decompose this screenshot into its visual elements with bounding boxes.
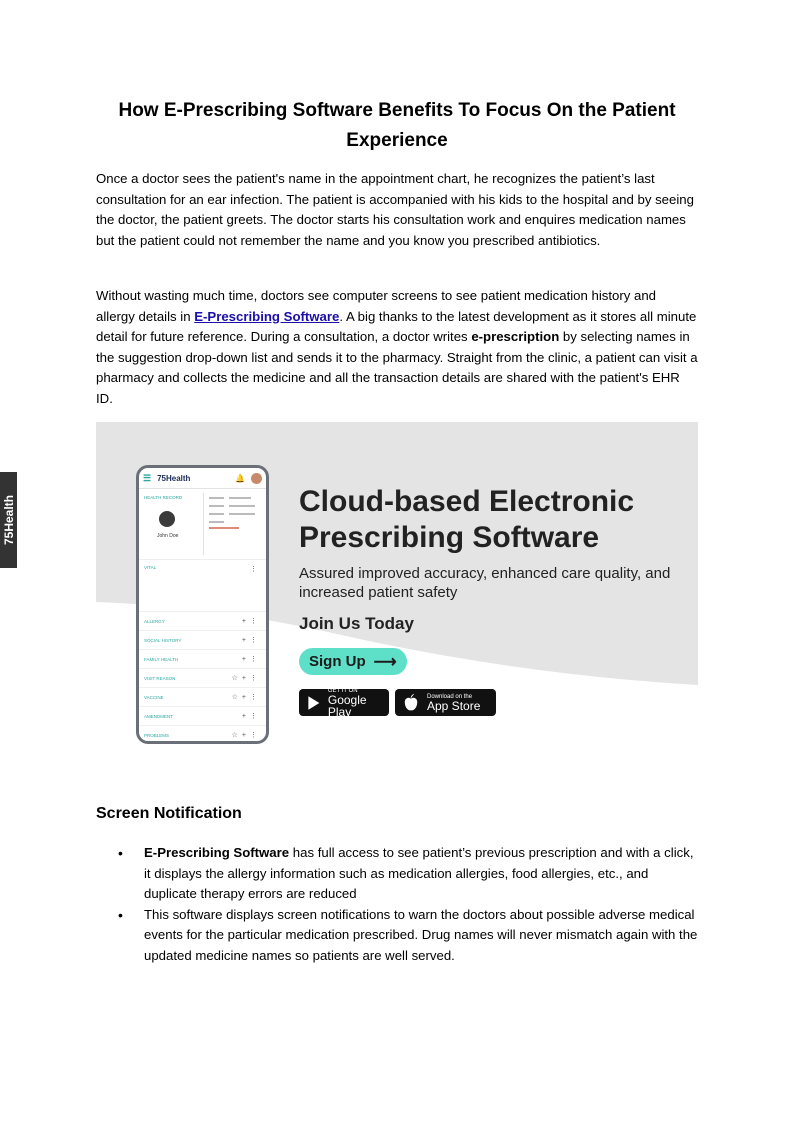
- row-actions: ☆+⋮: [231, 675, 261, 682]
- e-prescribing-software-link[interactable]: E-Prescribing Software: [194, 308, 340, 324]
- phone-row: [139, 612, 266, 631]
- phone-row: [139, 631, 266, 650]
- phone-row: [139, 726, 266, 744]
- phone-row-label: SOCIAL HISTORY: [144, 637, 182, 643]
- phone-row-label: FAMILY HEALTH: [144, 656, 179, 662]
- arrow-right-icon: ⟶: [373, 653, 397, 671]
- record-divider: [203, 493, 204, 555]
- sign-up-label: Sign Up: [309, 653, 366, 670]
- banner-headline: Cloud-based Electronic Prescribing Software: [299, 485, 635, 554]
- phone-row: [139, 688, 266, 707]
- paragraph-text: by selecting names in the suggestion drop-down list and sends it to the pharmacy. Straight from the clinic, a patient can visit a pharmacy and collects the medicine and all the transaction details are shared with the patient's EHR ID.: [96, 329, 698, 406]
- brand-vertical-tag: [0, 472, 17, 568]
- phone-row-label: VISIT REASON: [144, 675, 176, 681]
- phone-row: [139, 560, 266, 612]
- app-store-button[interactable]: [395, 689, 496, 716]
- sign-up-button[interactable]: [299, 648, 407, 675]
- page-title: How E-Prescribing Software Benefits To Focus On the Patient Experience: [118, 100, 676, 151]
- row-actions: ☆+⋮: [231, 694, 261, 701]
- row-actions: +⋮: [241, 618, 261, 625]
- row-actions: ⋮: [250, 566, 261, 573]
- phone-header: [139, 468, 266, 489]
- paragraph-eprescribing: [96, 286, 698, 410]
- google-play-button[interactable]: [299, 687, 389, 719]
- google-play-small: GET IT ON: [327, 687, 358, 694]
- phone-mockup: [136, 465, 269, 744]
- banner-subline: Assured improved accuracy, enhanced care quality, and increased patient safety: [299, 565, 671, 601]
- phone-app-name: 75Health: [157, 473, 191, 483]
- bullet-item: [96, 905, 698, 967]
- bullet-item: [96, 843, 698, 905]
- section-heading: Screen Notification: [96, 805, 242, 822]
- phone-row-label: PROBLEMS: [144, 732, 170, 738]
- bold-term: e-prescription: [471, 329, 560, 345]
- patient-name: John Doe: [157, 533, 179, 539]
- avatar: [251, 473, 262, 484]
- health-record-card: [139, 489, 266, 560]
- brand-vertical-text: 75Health: [1, 494, 16, 546]
- phone-row-label: AMENDMENT: [144, 713, 173, 719]
- phone-row: [139, 650, 266, 669]
- phone-row-label: VITAL: [144, 565, 157, 570]
- row-actions: +⋮: [241, 713, 261, 720]
- phone-row: [139, 707, 266, 726]
- apple-icon: [401, 693, 421, 713]
- google-play-big: Google Play: [327, 692, 367, 719]
- paragraph-text: . A big thanks to the latest development as it stores all minute detail for future reference. During a consultation, a doctor writes: [96, 308, 697, 345]
- app-store-small: Download on the: [427, 693, 473, 700]
- row-actions: +⋮: [241, 656, 261, 663]
- patient-avatar: [159, 511, 175, 527]
- bullet-text: has full access to see patient’s previous prescription and with a click, it displays the allergy information such as medication allergies, food allergies, etc., and duplicate therapy errors are reduced: [144, 845, 694, 902]
- row-actions: +⋮: [241, 637, 261, 644]
- paragraph-text: Without wasting much time, doctors see computer screens to see patient medication history and allergy details in: [96, 288, 657, 324]
- notification-bullet-list: [96, 843, 698, 967]
- phone-row-label: VACCINE: [144, 694, 164, 700]
- bell-icon: 🔔: [235, 473, 245, 483]
- row-actions: ☆+⋮: [231, 732, 261, 739]
- phone-row: [139, 669, 266, 688]
- google-play-icon: [305, 693, 322, 713]
- app-store-big: App Store: [427, 698, 481, 713]
- join-us-text: Join Us Today: [299, 614, 414, 633]
- menu-icon: ☰: [143, 472, 152, 483]
- bullet-text: This software displays screen notifications to warn the doctors about possible adverse medical events for the particular medication prescribed. Drug names will never mismatch again with the updated medicine names so patients are well served.: [144, 906, 698, 963]
- paragraph-intro: Once a doctor sees the patient's name in the appointment chart, he recognizes the patient’s last consultation for an ear infection. The patient is accompanied with his kids to the hospital and by seeing the doctor, the patient greets. The doctor starts his consultation work and enquires medication names but the patient could not remember the name and you know you prescribed antibiotics.: [96, 171, 694, 248]
- phone-row-label: ALLERGY: [144, 618, 165, 624]
- record-label: HEALTH RECORD: [144, 495, 183, 500]
- record-details-lines: [209, 495, 259, 545]
- bullet-bold: E-Prescribing Software: [144, 845, 290, 860]
